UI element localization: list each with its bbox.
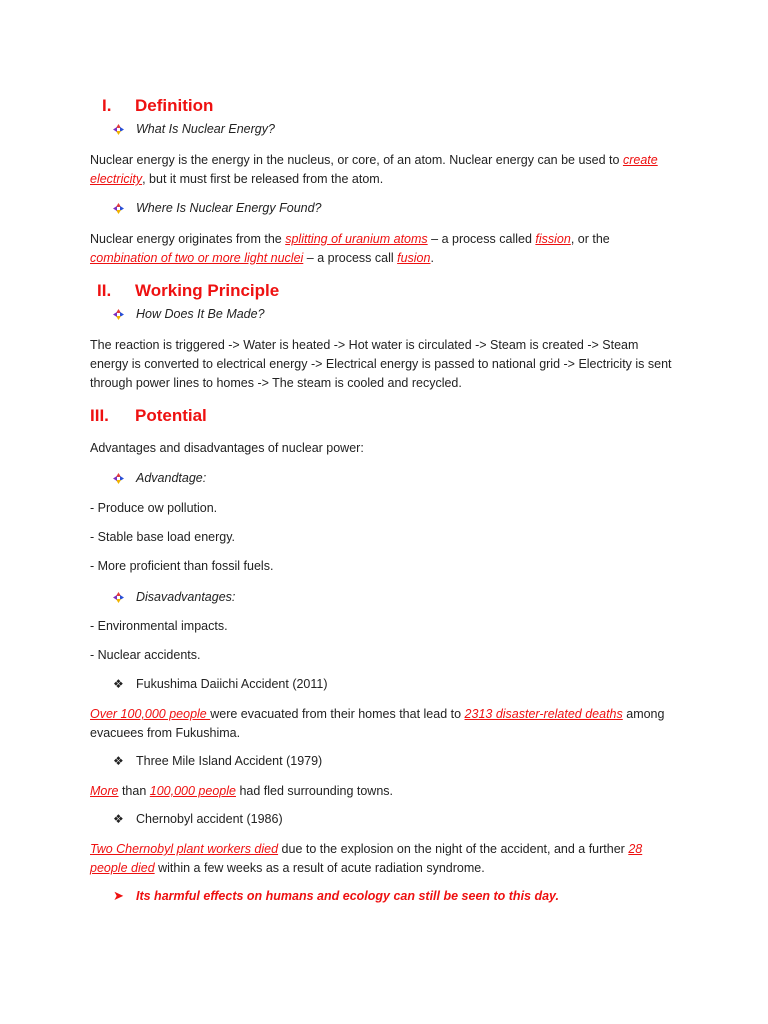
subheading-disadvantages: Disavadvantages: (136, 590, 236, 604)
section-heading-definition (102, 96, 111, 116)
link-over-100000[interactable]: Over 100,000 people (90, 707, 211, 721)
subheading-what-is: What Is Nuclear Energy? (136, 122, 275, 136)
link-100000-people[interactable]: 100,000 people (149, 784, 236, 798)
list-item: - Produce ow pollution. (90, 501, 218, 515)
link-28[interactable]: 28 (628, 842, 643, 856)
accident-title-chernobyl: Chernobyl accident (1986) (136, 812, 283, 826)
paragraph-origin: Nuclear energy originates from the splitting of uranium atoms – a process called fission, or the combination of two or more light nuclei – a process call fusion. (90, 232, 610, 265)
link-people-died[interactable]: people died (90, 861, 155, 875)
subheading-advantage: Advandtage: (136, 471, 207, 485)
link-two-workers[interactable]: Two Chernobyl plant workers died (90, 842, 279, 856)
section-number: I. (102, 96, 112, 115)
link-electricity[interactable]: electricity (90, 172, 143, 186)
list-item: - More proficient than fossil fuels. (90, 559, 274, 573)
diamond-bullet-icon: ❖ (113, 812, 124, 826)
paragraph-fukushima: Over 100,000 people were evacuated from their homes that lead to 2313 disaster-related deaths among evacuees from Fukushima. (90, 707, 665, 740)
four-arrow-bullet-icon (113, 124, 124, 135)
section-title-potential: Potential (135, 406, 207, 425)
section-number: II. (97, 281, 112, 300)
four-arrow-bullet-icon (113, 592, 124, 603)
link-fission[interactable]: fission (535, 232, 571, 246)
paragraph-definition: Nuclear energy is the energy in the nucleus, or core, of an atom. Nuclear energy can be used to create electricity, but it must first be released from the atom. (90, 153, 658, 186)
paragraph-intro: Advantages and disadvantages of nuclear power: (90, 441, 364, 455)
list-item: - Environmental impacts. (90, 619, 228, 633)
link-fusion[interactable]: fusion (397, 251, 431, 265)
diamond-bullet-icon: ❖ (113, 754, 124, 768)
section-title-definition: Definition (135, 96, 214, 115)
conclusion-text: Its harmful effects on humans and ecology can still be seen to this day. (136, 889, 560, 903)
subheading-where-found: Where Is Nuclear Energy Found? (136, 201, 322, 215)
four-arrow-bullet-icon (113, 473, 124, 484)
diamond-bullet-icon: ❖ (113, 677, 124, 691)
accident-title-fukushima: Fukushima Daiichi Accident (2011) (136, 677, 328, 691)
list-item: - Nuclear accidents. (90, 648, 201, 662)
section-title-working-principle: Working Principle (135, 281, 280, 300)
link-splitting[interactable]: splitting of uranium atoms (285, 232, 428, 246)
link-combination[interactable]: combination of two or more light nuclei (90, 251, 304, 265)
link-more[interactable]: More (90, 784, 119, 798)
accident-title-three-mile: Three Mile Island Accident (1979) (136, 754, 323, 768)
list-item: - Stable base load energy. (90, 530, 236, 544)
subheading-how-made: How Does It Be Made? (136, 307, 265, 321)
paragraph-process: The reaction is triggered -> Water is heated -> Hot water is circulated -> Steam is created -> Steam energy is converted to electrical energy -> Electrical energy is passed to national grid -> Electricity is sent through power lines to homes -> The steam is cooled and recycled. (90, 338, 672, 390)
four-arrow-bullet-icon (113, 309, 124, 320)
arrowhead-bullet-icon: ➤ (113, 888, 124, 903)
four-arrow-bullet-icon (113, 203, 124, 214)
paragraph-three-mile: More than 100,000 people had fled surrounding towns. (90, 784, 394, 798)
link-2313-deaths[interactable]: 2313 disaster-related deaths (464, 707, 623, 721)
section-number: III. (90, 406, 109, 425)
link-create[interactable]: create (622, 153, 658, 167)
paragraph-chernobyl: Two Chernobyl plant workers died due to the explosion on the night of the accident, and a further 28 people died within a few weeks as a result of acute radiation syndrome. (90, 842, 643, 875)
